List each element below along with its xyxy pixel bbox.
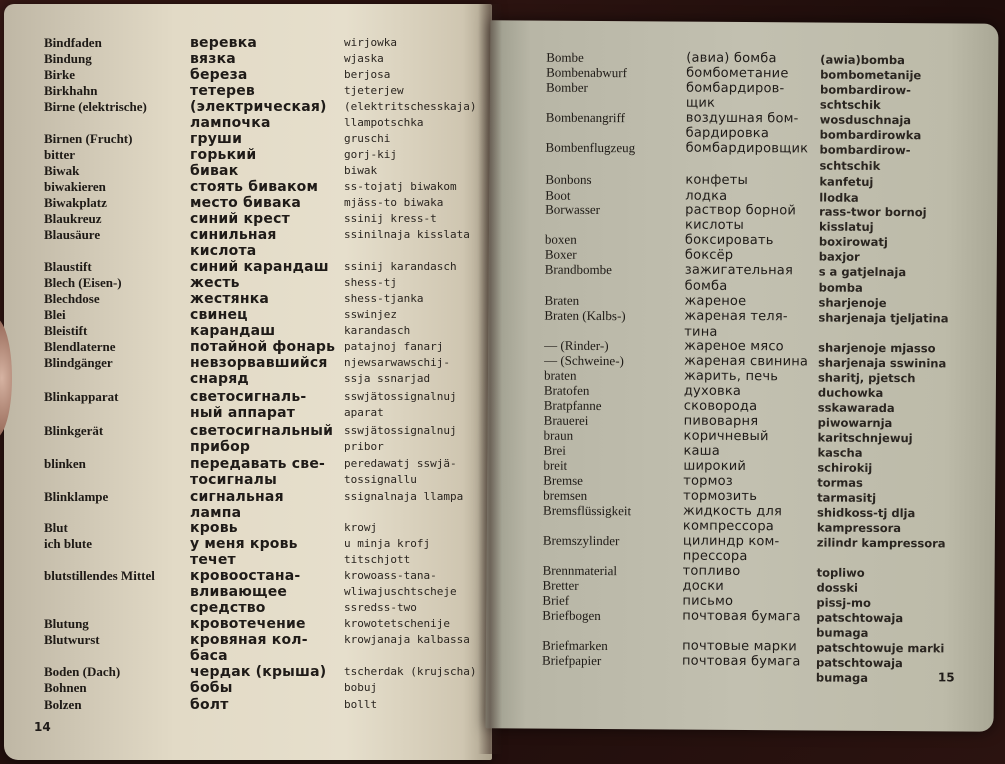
german-word: Brandbombe xyxy=(544,261,612,278)
german-word: Bombenabwurf xyxy=(546,64,628,81)
transliteration: sharjenoje xyxy=(818,295,887,311)
german-word: Boxer xyxy=(544,246,577,262)
russian-translation: снаряд xyxy=(190,371,249,387)
german-word: Blaukreuz xyxy=(44,211,102,226)
russian-translation: ный аппарат xyxy=(190,405,296,421)
transliteration: dosski xyxy=(816,580,858,595)
transliteration: bombardirow- xyxy=(819,82,911,98)
russian-translation: баса xyxy=(190,648,228,664)
german-word: Boden (Dach) xyxy=(44,664,121,679)
german-word: Briefbogen xyxy=(542,607,601,624)
transliteration: rass-twor bornoj xyxy=(819,204,927,220)
german-word: Blendlaterne xyxy=(44,339,116,354)
transliteration: wjaska xyxy=(344,52,384,65)
german-word: Braten (Kalbs-) xyxy=(544,307,626,324)
transliteration: llodka xyxy=(819,190,859,205)
russian-translation: груши xyxy=(190,131,243,147)
russian-translation: кислота xyxy=(190,243,257,259)
german-word: Bomber xyxy=(545,79,588,95)
transliteration: krowjanaja kalbassa xyxy=(344,633,470,646)
russian-translation: синий крест xyxy=(190,211,290,227)
russian-translation: синильная xyxy=(190,227,277,243)
transliteration: gorj-kij xyxy=(344,148,397,161)
russian-translation: коричневый xyxy=(683,428,769,445)
transliteration: karandasch xyxy=(344,324,411,337)
russian-translation: лампа xyxy=(190,505,242,521)
german-word: Boot xyxy=(545,187,571,203)
russian-translation: жареное xyxy=(684,293,747,310)
russian-translation: жарить, печь xyxy=(683,368,779,385)
transliteration: kanfetuj xyxy=(819,174,874,189)
russian-translation: прессора xyxy=(682,548,748,565)
transliteration: kisslatuj xyxy=(818,219,874,234)
german-word: Biwak xyxy=(44,163,80,178)
transliteration: ssinij kress-t xyxy=(344,212,437,225)
russian-translation: кровяная кол- xyxy=(190,632,308,648)
transliteration: gruschi xyxy=(344,132,391,145)
russian-translation: жестянка xyxy=(190,291,270,307)
russian-translation: жареное мясо xyxy=(684,338,784,355)
german-word: Blinkapparat xyxy=(44,389,119,404)
transliteration: wirjowka xyxy=(344,36,397,49)
transliteration: krowj xyxy=(344,521,378,534)
russian-translation: жареная свинина xyxy=(684,353,809,370)
russian-translation: стоять биваком xyxy=(190,179,319,195)
german-word: Bratofen xyxy=(543,382,590,398)
transliteration: boxirowatj xyxy=(818,234,888,250)
russian-translation: конфеты xyxy=(685,172,749,189)
transliteration: pissj-mo xyxy=(816,595,871,610)
russian-translation: бомбардиров- xyxy=(685,80,785,97)
transliteration: sharitj, pjetsch xyxy=(817,370,916,386)
russian-translation: невзорвавшийся xyxy=(190,355,328,371)
german-word: Bindfaden xyxy=(44,35,102,50)
russian-translation: свинец xyxy=(190,307,248,323)
russian-translation: сигнальная xyxy=(190,489,284,505)
german-word: Bindung xyxy=(44,51,92,66)
russian-translation: бомбометание xyxy=(686,65,789,82)
russian-translation: тормоз xyxy=(683,473,733,489)
transliteration: bombardirow- xyxy=(819,142,911,158)
german-word: Bratpfanne xyxy=(543,397,602,414)
transliteration: patschtowaja xyxy=(815,655,903,671)
german-word: — (Schweine-) xyxy=(544,352,624,369)
transliteration: duchowka xyxy=(817,385,884,400)
german-word: Brief xyxy=(542,592,570,608)
transliteration: krowotetschenije xyxy=(344,617,450,630)
german-word: Birkhahn xyxy=(44,83,98,98)
transliteration: sharjenaja sswinina xyxy=(818,355,947,371)
transliteration: sswjätossignalnuj xyxy=(344,424,457,437)
russian-translation: топливо xyxy=(682,563,741,579)
russian-translation: почтовая бумага xyxy=(681,653,801,670)
transliteration: bombardirowka xyxy=(819,127,922,143)
russian-translation: передавать све- xyxy=(190,456,326,472)
transliteration: tormas xyxy=(817,475,863,490)
russian-translation: сковорода xyxy=(683,398,758,415)
russian-translation: светосигналь- xyxy=(190,389,307,405)
german-word: Bonbons xyxy=(545,171,592,187)
transliteration: patajnoj fanarj xyxy=(344,340,444,353)
german-word: Blutung xyxy=(44,616,89,631)
russian-translation: раствор борной xyxy=(685,202,797,219)
russian-translation: письмо xyxy=(682,593,734,609)
german-word: Brauerei xyxy=(543,412,589,428)
german-word: Blindgänger xyxy=(44,355,113,370)
german-word: Bombenangriff xyxy=(545,109,626,126)
german-word: Blinklampe xyxy=(44,489,109,504)
german-word: Brei xyxy=(543,442,566,458)
russian-translation: цилиндр ком- xyxy=(682,533,780,550)
transliteration: piwowarnja xyxy=(817,415,893,431)
german-word: Braten xyxy=(544,292,580,308)
german-word: Bombenflugzeug xyxy=(545,139,636,156)
transliteration: baxjor xyxy=(818,249,860,264)
russian-translation: синий карандаш xyxy=(190,259,329,275)
transliteration: patschtowaja xyxy=(816,610,904,626)
transliteration: schirokij xyxy=(817,460,873,475)
russian-translation: тормозить xyxy=(683,488,758,505)
russian-translation: чердак (крыша) xyxy=(190,664,327,680)
german-word: Birnen (Frucht) xyxy=(44,131,133,146)
russian-translation: болт xyxy=(190,697,229,713)
transliteration: tjeterjew xyxy=(344,84,404,97)
german-word: Bohnen xyxy=(44,680,87,695)
transliteration: kascha xyxy=(817,445,863,460)
russian-translation: горький xyxy=(190,147,257,163)
german-word: boxen xyxy=(544,231,577,247)
transliteration: bombometanije xyxy=(820,67,922,83)
german-word: Borwasser xyxy=(545,201,601,218)
russian-translation: (электрическая) xyxy=(190,99,327,115)
transliteration: biwak xyxy=(344,164,378,177)
transliteration: ssinilnaja kisslata xyxy=(344,228,470,241)
russian-translation: доски xyxy=(682,578,724,594)
transliteration: karitschnjewuj xyxy=(817,430,913,446)
transliteration: krowoass-tana- xyxy=(344,569,437,582)
russian-translation: почтовые марки xyxy=(682,638,798,655)
german-word: Bremszylinder xyxy=(542,532,620,549)
german-word: Bolzen xyxy=(44,697,82,712)
russian-translation: прибор xyxy=(190,439,251,455)
german-word: bitter xyxy=(44,147,76,162)
german-word: Bombe xyxy=(546,49,584,65)
transliteration: ss-tojatj biwakom xyxy=(344,180,457,193)
german-word: Blaustift xyxy=(44,259,92,274)
german-word: Briefpapier xyxy=(541,652,602,669)
german-word: Blut xyxy=(44,520,68,535)
transliteration: ssinij karandasch xyxy=(344,260,457,273)
transliteration: bomba xyxy=(818,280,863,295)
german-word: Blutwurst xyxy=(44,632,100,647)
german-word: bremsen xyxy=(543,487,588,503)
transliteration: ssja ssnarjad xyxy=(344,372,431,385)
russian-translation: жидкость для xyxy=(683,503,783,520)
russian-translation: кровь xyxy=(190,520,238,536)
german-word: Biwakplatz xyxy=(44,195,107,210)
transliteration: bumaga xyxy=(815,670,869,685)
transliteration: (awia)bomba xyxy=(820,52,905,68)
transliteration: bollt xyxy=(344,698,378,711)
russian-translation: средство xyxy=(190,600,266,616)
russian-translation: вязка xyxy=(190,51,236,67)
russian-translation: каша xyxy=(683,443,721,459)
transliteration: u minja krofj xyxy=(344,537,431,550)
russian-translation: почтовая бумага xyxy=(682,608,801,625)
transliteration: schtschik xyxy=(819,97,881,112)
transliteration: ssignalnaja llampa xyxy=(344,490,464,503)
russian-translation: лампочка xyxy=(190,115,271,131)
right-page xyxy=(486,20,999,732)
russian-translation: бомба xyxy=(684,278,728,294)
transliteration: sswjätossignalnuj xyxy=(344,390,457,403)
russian-translation: воздушная бом- xyxy=(685,110,799,127)
german-word: Bleistift xyxy=(44,323,88,338)
transliteration: sharjenaja tjeljatina xyxy=(818,310,949,326)
russian-translation: тина xyxy=(684,324,718,340)
transliteration: mjäss-to biwaka xyxy=(344,196,444,209)
transliteration: tarmasitj xyxy=(817,490,877,505)
russian-translation: щик xyxy=(685,95,716,111)
russian-translation: бардировка xyxy=(685,125,770,142)
russian-translation: компрессора xyxy=(682,518,775,535)
russian-translation: тосигналы xyxy=(190,472,277,488)
transliteration: kampressora xyxy=(816,520,902,536)
russian-translation: тетерев xyxy=(190,83,255,99)
russian-translation: жесть xyxy=(190,275,240,291)
left-page xyxy=(4,4,492,760)
russian-translation: (авиа) бомба xyxy=(686,50,777,67)
german-word: breit xyxy=(543,457,568,473)
transliteration: tscherdak (krujscha) xyxy=(344,665,477,678)
russian-translation: береза xyxy=(190,67,248,83)
russian-translation: пивоварня xyxy=(683,413,759,430)
transliteration: sharjenoje mjasso xyxy=(818,340,936,356)
german-word: biwakieren xyxy=(44,179,106,194)
russian-translation: веревка xyxy=(190,35,258,51)
russian-translation: бобы xyxy=(190,680,233,696)
russian-translation: потайной фонарь xyxy=(190,339,336,355)
transliteration: tossignallu xyxy=(344,473,417,486)
transliteration: njewsarwawschij- xyxy=(344,356,450,369)
german-word: Brennmaterial xyxy=(542,562,618,579)
russian-translation: широкий xyxy=(683,458,747,475)
transliteration: patschtowuje marki xyxy=(816,640,945,656)
transliteration: zilindr kampressora xyxy=(816,535,946,551)
russian-translation: у меня кровь xyxy=(190,536,298,552)
transliteration: shidkoss-tj dlja xyxy=(816,505,916,521)
transliteration: aparat xyxy=(344,406,384,419)
transliteration: llampotschka xyxy=(344,116,424,129)
transliteration: sswinjez xyxy=(344,308,397,321)
russian-translation: карандаш xyxy=(190,323,276,339)
german-word: Blech (Eisen-) xyxy=(44,275,122,290)
russian-translation: жареная теля- xyxy=(684,308,788,325)
russian-translation: вливающее xyxy=(190,584,288,600)
transliteration: shess-tj xyxy=(344,276,397,289)
page-number-right: 15 xyxy=(937,670,955,685)
transliteration: shess-tjanka xyxy=(344,292,424,305)
transliteration: peredawatj sswjä- xyxy=(344,457,457,470)
german-word: Birne (elektrische) xyxy=(44,99,147,114)
transliteration: wosduschnaja xyxy=(819,112,912,128)
transliteration: s a gatjelnaja xyxy=(818,264,907,280)
russian-translation: лодка xyxy=(685,188,728,204)
transliteration: topliwo xyxy=(816,565,865,580)
german-word: Briefmarken xyxy=(542,637,608,654)
russian-translation: зажигательная xyxy=(684,262,794,279)
german-word: braun xyxy=(543,427,574,443)
page-number-left: 14 xyxy=(34,720,51,734)
transliteration: (elektritschesskaja) xyxy=(344,100,477,113)
german-word: blinken xyxy=(44,456,86,471)
russian-translation: кровоостана- xyxy=(190,568,301,584)
german-word: blutstillendes Mittel xyxy=(44,568,155,583)
russian-translation: бивак xyxy=(190,163,239,179)
german-word: braten xyxy=(543,367,577,383)
russian-translation: течет xyxy=(190,552,236,568)
transliteration: pribor xyxy=(344,440,384,453)
transliteration: berjosa xyxy=(344,68,391,81)
transliteration: bumaga xyxy=(816,625,869,640)
russian-translation: боксировать xyxy=(684,232,774,249)
russian-translation: место бивака xyxy=(190,195,302,211)
german-word: ich blute xyxy=(44,536,93,551)
german-word: Blausäure xyxy=(44,227,101,242)
german-word: Bremse xyxy=(543,472,584,488)
german-word: — (Rinder-) xyxy=(544,337,609,354)
transliteration: bobuj xyxy=(344,681,378,694)
russian-translation: боксёр xyxy=(684,247,734,263)
german-word: Bremsflüssigkeit xyxy=(543,502,632,519)
russian-translation: кислоты xyxy=(684,217,745,234)
german-word: Bretter xyxy=(542,577,579,593)
transliteration: schtschik xyxy=(819,158,881,173)
german-word: Blechdose xyxy=(44,291,100,306)
transliteration: titschjott xyxy=(344,553,411,566)
german-word: Blei xyxy=(44,307,66,322)
russian-translation: кровотечение xyxy=(190,616,306,632)
russian-translation: духовка xyxy=(683,383,742,399)
transliteration: wliwajuschtscheje xyxy=(344,585,457,598)
german-word: Birke xyxy=(44,67,76,82)
russian-translation: светосигнальный xyxy=(190,423,334,439)
transliteration: ssredss-two xyxy=(344,601,417,614)
transliteration: sskawarada xyxy=(817,400,895,416)
russian-translation: бомбардировщик xyxy=(685,140,809,157)
german-word: Blinkgerät xyxy=(44,423,104,438)
